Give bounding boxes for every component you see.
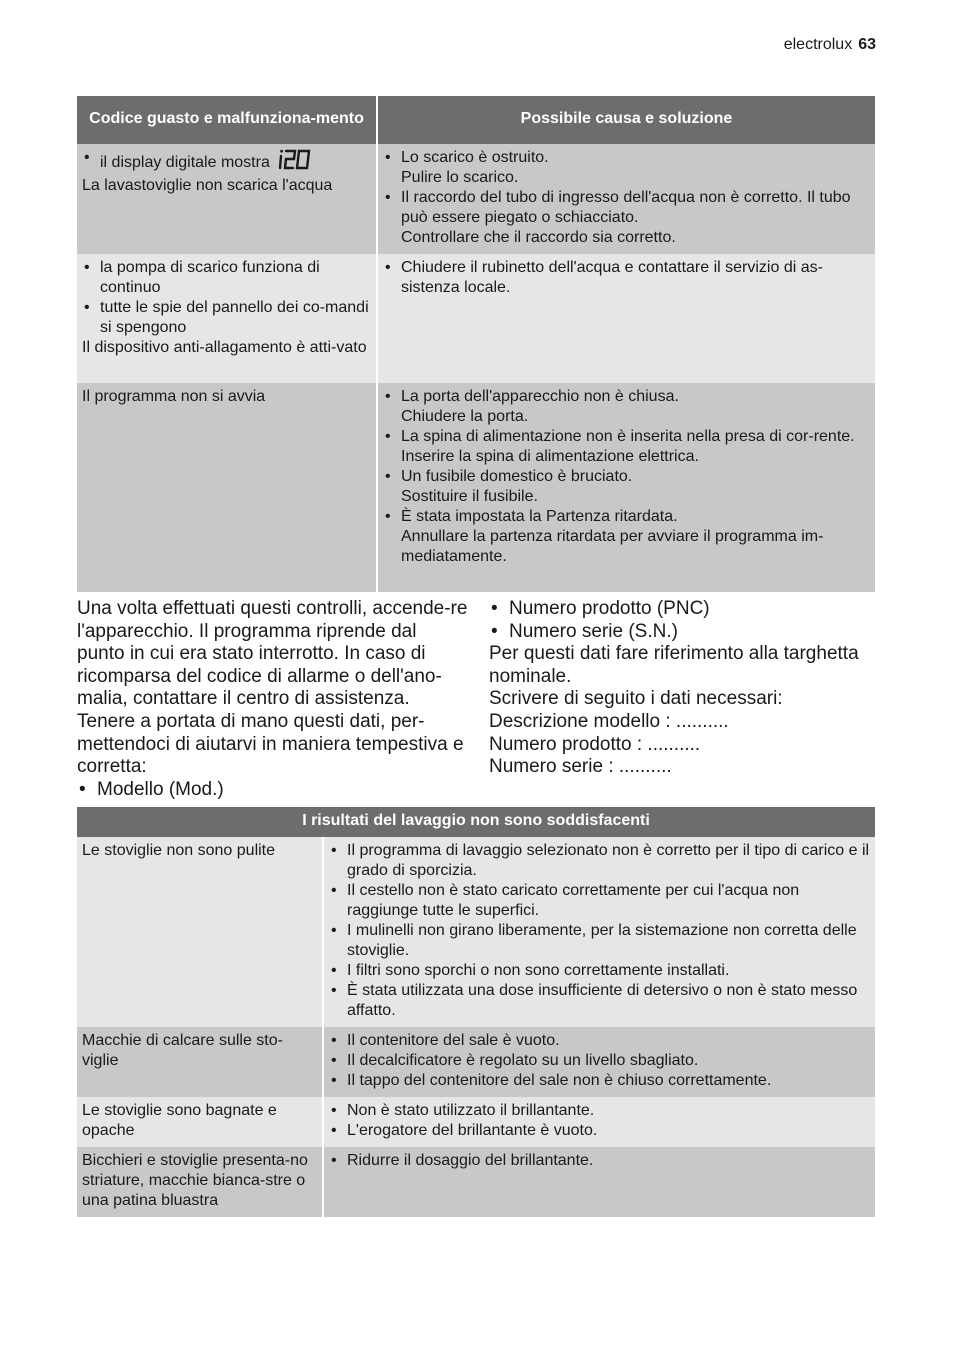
cause-text: È stata impostata la Partenza ritardata. (401, 508, 678, 525)
list-item: • Il cestello non è stato caricato correttamente per cui l'acqua non raggiunge tutte le superfici. (329, 881, 870, 921)
display-i20-icon (278, 148, 312, 170)
list-item: • L'erogatore del brillantante è vuoto. (329, 1121, 870, 1141)
table-row (77, 837, 875, 1027)
instructions-paragraph: Una volta effettuati questi controlli, accende-re l'apparecchio. Il programma riprende dal punto in cui era stato interrotto. In caso di ricomparsa del codice di allarme o dell'ano-malia, contattare il centro di assistenza. Tenere a portata di mano questi dati, per-mettendoci di aiutarvi in maniera tempestiva e corretta: (77, 598, 468, 778)
cause-cell (323, 837, 875, 1027)
serial-number-line: Numero serie : .......... (489, 756, 672, 778)
table-row (77, 383, 875, 592)
display-code-icon (278, 148, 312, 176)
solution-text: Controllare che il raccordo sia corretto. (401, 229, 676, 246)
table-row (77, 1027, 875, 1097)
solution-text: Pulire lo scarico. (401, 169, 519, 186)
rating-plate-note: Per questi dati fare riferimento alla targhetta nominale. (489, 643, 859, 687)
list-item (383, 467, 870, 507)
fault-cell (77, 254, 377, 383)
model-description-line: Descrizione modello : .......... (489, 710, 729, 732)
brand-name: electrolux (783, 36, 853, 53)
cause-text: Un fusibile domestico è bruciato. (401, 468, 633, 485)
cause-cell (323, 1027, 875, 1097)
list-item: • la pompa di scarico funziona di continuo (82, 258, 371, 298)
solution-text: Inserire la spina di alimentazione elettrica. (401, 448, 699, 465)
cause-text: La porta dell'apparecchio non è chiusa. (401, 388, 679, 405)
list-item (82, 148, 371, 176)
write-data-note: Scrivere di seguito i dati necessari: (489, 688, 783, 710)
problem-cell: Le stoviglie non sono pulite (77, 837, 323, 1027)
cause-text: La spina di alimentazione non è inserita nella presa di cor-rente. (401, 428, 855, 445)
fault-description: Il programma non si avvia (82, 388, 266, 405)
list-item: • tutte le spie del pannello dei co-mandi si spengono (82, 298, 371, 338)
cause-cell (377, 383, 875, 592)
table-row (77, 1147, 875, 1217)
list-item: • I mulinelli non girano liberamente, per la sistemazione non corretta delle stoviglie. (329, 921, 870, 961)
list-item (383, 387, 870, 427)
problem-cell: Le stoviglie sono bagnate e opache (77, 1097, 323, 1147)
instructions-left-column (77, 598, 469, 801)
list-item: • Il contenitore del sale è vuoto. (329, 1031, 870, 1051)
cause-text: Lo scarico è ostruito. (401, 149, 549, 166)
column-header-cause-solution: Possibile causa e soluzione (377, 96, 875, 144)
list-item: • I filtri sono sporchi o non sono correttamente installati. (329, 961, 870, 981)
list-item (383, 188, 870, 248)
list-item (383, 427, 870, 467)
cause-cell (377, 144, 875, 254)
cause-cell (323, 1097, 875, 1147)
list-item: • Numero serie (S.N.) (489, 621, 879, 644)
problem-cell: Bicchieri e stoviglie presenta-no striature, macchie bianca-stre o una patina bluastra (77, 1147, 323, 1217)
fault-bullet-text: il display digitale mostra (100, 154, 270, 171)
list-item: • Il programma di lavaggio selezionato non è corretto per il tipo di carico e il grado di sporcizia. (329, 841, 870, 881)
fault-description: Il dispositivo anti-allagamento è atti-vato (82, 339, 367, 356)
table-row (77, 1097, 875, 1147)
list-item: • È stata utilizzata una dose insufficiente di detersivo o non è stato messo affatto. (329, 981, 870, 1021)
cause-cell (323, 1147, 875, 1217)
cause-text: Il raccordo del tubo di ingresso dell'acqua non è corretto. Il tubo può essere piegato o schiacciato. (401, 189, 851, 226)
list-item (383, 507, 870, 567)
table-header-wash-results: I risultati del lavaggio non sono soddisfacenti (77, 807, 875, 837)
table-row (77, 144, 875, 254)
product-number-line: Numero prodotto : .......... (489, 733, 701, 755)
table-row (77, 254, 875, 383)
wash-results-table (77, 807, 875, 1217)
list-item: • Ridurre il dosaggio del brillantante. (329, 1151, 870, 1171)
fault-cell (77, 144, 377, 254)
list-item: • Il decalcificatore è regolato su un livello sbagliato. (329, 1051, 870, 1071)
list-item (383, 148, 870, 188)
solution-text: Annullare la partenza ritardata per avviare il programma im-mediatamente. (401, 528, 824, 565)
list-item: • Numero prodotto (PNC) (489, 598, 879, 621)
solution-text: Sostituire il fusibile. (401, 488, 538, 505)
list-item: • Chiudere il rubinetto dell'acqua e contattare il servizio di as-sistenza locale. (383, 258, 870, 298)
fault-description: La lavastoviglie non scarica l'acqua (82, 177, 333, 194)
fault-codes-table (77, 96, 875, 592)
list-item: • Modello (Mod.) (77, 779, 469, 802)
column-header-fault-code: Codice guasto e malfunziona-mento (77, 96, 377, 144)
cause-cell (377, 254, 875, 383)
solution-text: Chiudere la porta. (401, 408, 529, 425)
list-item: • Il tappo del contenitore del sale non è chiuso correttamente. (329, 1071, 870, 1091)
fault-cell (77, 383, 377, 592)
page-number: 63 (858, 36, 876, 53)
list-item: • Non è stato utilizzato il brillantante. (329, 1101, 870, 1121)
page-header (784, 36, 876, 54)
instructions-right-column (489, 598, 879, 779)
problem-cell: Macchie di calcare sulle sto-viglie (77, 1027, 323, 1097)
